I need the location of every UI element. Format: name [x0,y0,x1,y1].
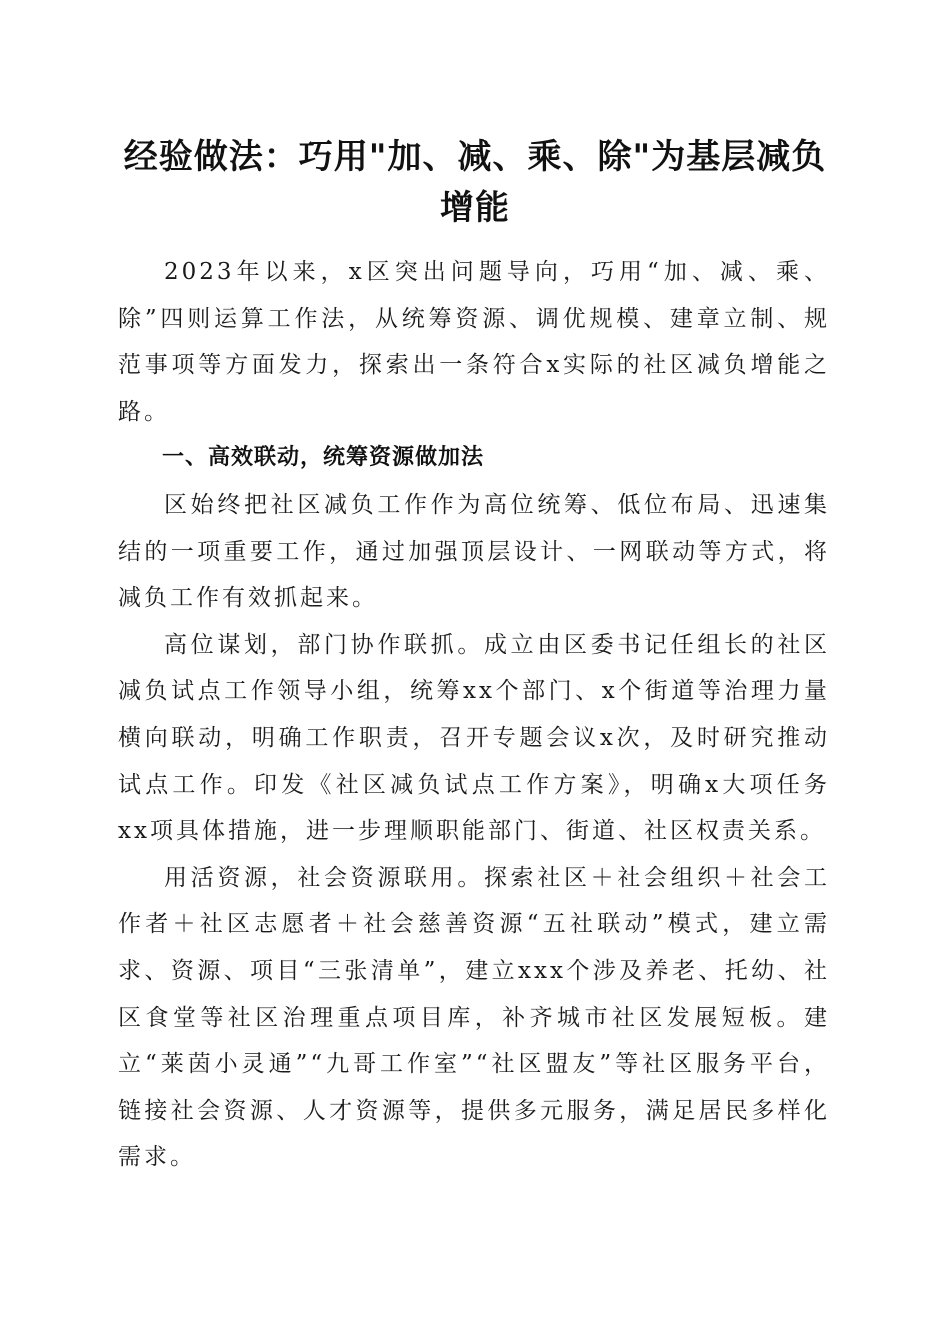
document-body [118,249,830,1181]
body-paragraph: 区始终把社区减负工作作为高位统筹、低位布局、迅速集结的一项重要工作，通过加强顶层设计、一网联动等方式，将减负工作有效抓起来。 [118,491,830,612]
body-paragraph: 高位谋划，部门协作联抓。成立由区委书记任组长的社区减负试点工作领导小组，统筹xx个部门、x个街道等治理力量横向联动，明确工作职责，召开专题会议x次，及时研究推动试点工作。印发《社区减负试点工作方案》，明确x大项任务xx项具体措施，进一步理顺职能部门、街道、社区权责关系。 [118,631,830,845]
intro-paragraph: 2023年以来，x区突出问题导向，巧用“加、减、乘、除”四则运算工作法，从统筹资源、调优规模、建章立制、规范事项等方面发力，探索出一条符合x实际的社区减负增能之路。 [118,259,830,425]
document-title: 经验做法：巧用"加、减、乘、除"为基层减负增能 [123,137,827,228]
body-paragraph: 用活资源，社会资源联用。探索社区＋社会组织＋社会工作者＋社区志愿者＋社会慈善资源“五社联动”模式，建立需求、资源、项目“三张清单”，建立xxx个涉及养老、托幼、社区食堂等社区治理重点项目库，补齐城市社区发展短板。建立“莱茵小灵通”“九哥工作室”“社区盟友”等社区服务平台，链接社会资源、人才资源等，提供多元服务，满足居民多样化需求。 [118,864,830,1171]
section-heading: 一、高效联动，统筹资源做加法 [162,445,485,471]
